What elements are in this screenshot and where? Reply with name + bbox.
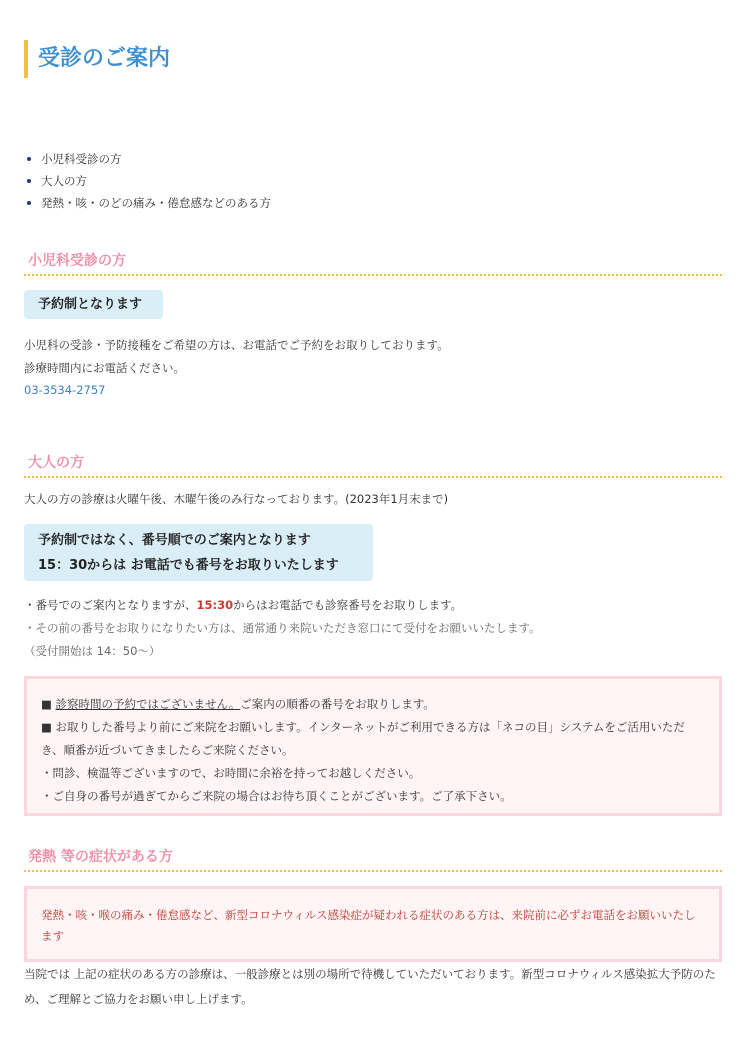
- phone-number-link[interactable]: 03-3534-2757: [24, 383, 106, 397]
- toc-link-fever[interactable]: 発熱・咳・のどの痛み・倦怠感などのある方: [24, 192, 271, 214]
- adult-bullet-1: [24, 597, 462, 613]
- toc-link-pediatric[interactable]: 小児科受診の方: [24, 148, 271, 170]
- pediatric-text-1: 小児科の受診・予防接種をご希望の方は、お電話でご予約をお取りしております。: [24, 338, 449, 352]
- adult-bullet-1-time: 15:30: [196, 598, 234, 612]
- notice-line-4: ・問診、検温等ございますので、お時間に余裕を持ってお越しください。: [41, 766, 421, 780]
- notice-line-2: ■ お取りした番号より前にご来院をお願いします。インターネットがご利用できる方は「ネコの目」システムをご活用いただ: [41, 720, 685, 734]
- pediatric-text-2: 診療時間内にお電話ください。: [24, 361, 185, 375]
- notice-line-1-underlined: 診察時間の予約ではございません。: [55, 697, 241, 711]
- adult-intro: 大人の方の診療は火曜午後、木曜午後のみ行なっております。(2023年1月末まで): [24, 492, 449, 506]
- fever-warning-box: 発熱・咳・喉の痛み・倦怠感など、新型コロナウィルス感染症が疑われる症状のある方は、来院前に必ずお電話をお願いいたします: [24, 886, 722, 962]
- section-heading-adult: 大人の方: [24, 450, 722, 478]
- notice-line-1-pre: ■: [41, 697, 56, 711]
- numbering-info-line-1: 予約制ではなく、番号順でのご案内となります: [38, 533, 311, 548]
- toc-link-adult[interactable]: 大人の方: [24, 170, 271, 192]
- fever-paragraph: 当院では 上記の症状のある方の診療は、一般診療とは別の場所で待機していただいております。新型コロナウィルス感染拡大予防のため、ご理解とご協力をお願い申し上げます。: [24, 967, 716, 1006]
- section-heading-fever: 発熱 等の症状がある方: [24, 844, 722, 872]
- notice-line-5: ・ご自身の番号が過ぎてからご来院の場合はお待ち頂くことがございます。ご了承下さい。: [41, 789, 512, 803]
- section-heading-pediatric: 小児科受診の方: [24, 248, 722, 276]
- numbering-info-badge: [24, 524, 373, 581]
- reservation-badge: 予約制となります: [24, 290, 163, 319]
- adult-bullet-3: （受付開始は 14：50～）: [24, 644, 161, 658]
- adult-bullet-2: ・その前の番号をお取りになりたい方は、通常通り来院いただき窓口にて受付をお願いいたします。: [24, 621, 541, 635]
- numbering-info-line-2: 15：30からは お電話でも番号をお取りいたします: [38, 558, 339, 573]
- notice-line-1: [41, 693, 705, 716]
- table-of-contents: [24, 148, 271, 214]
- notice-line-3: き、順番が近づいてきましたらご来院ください。: [41, 743, 294, 757]
- adult-notice-box: [24, 676, 722, 816]
- page-title: 受診のご案内: [24, 40, 170, 78]
- adult-bullet-1-pre: ・番号でのご案内となりますが、: [24, 598, 197, 612]
- notice-line-1-post: ご案内の順番の番号をお取りします。: [240, 697, 435, 711]
- adult-bullet-1-post: からはお電話でも診察番号をお取りします。: [233, 598, 463, 612]
